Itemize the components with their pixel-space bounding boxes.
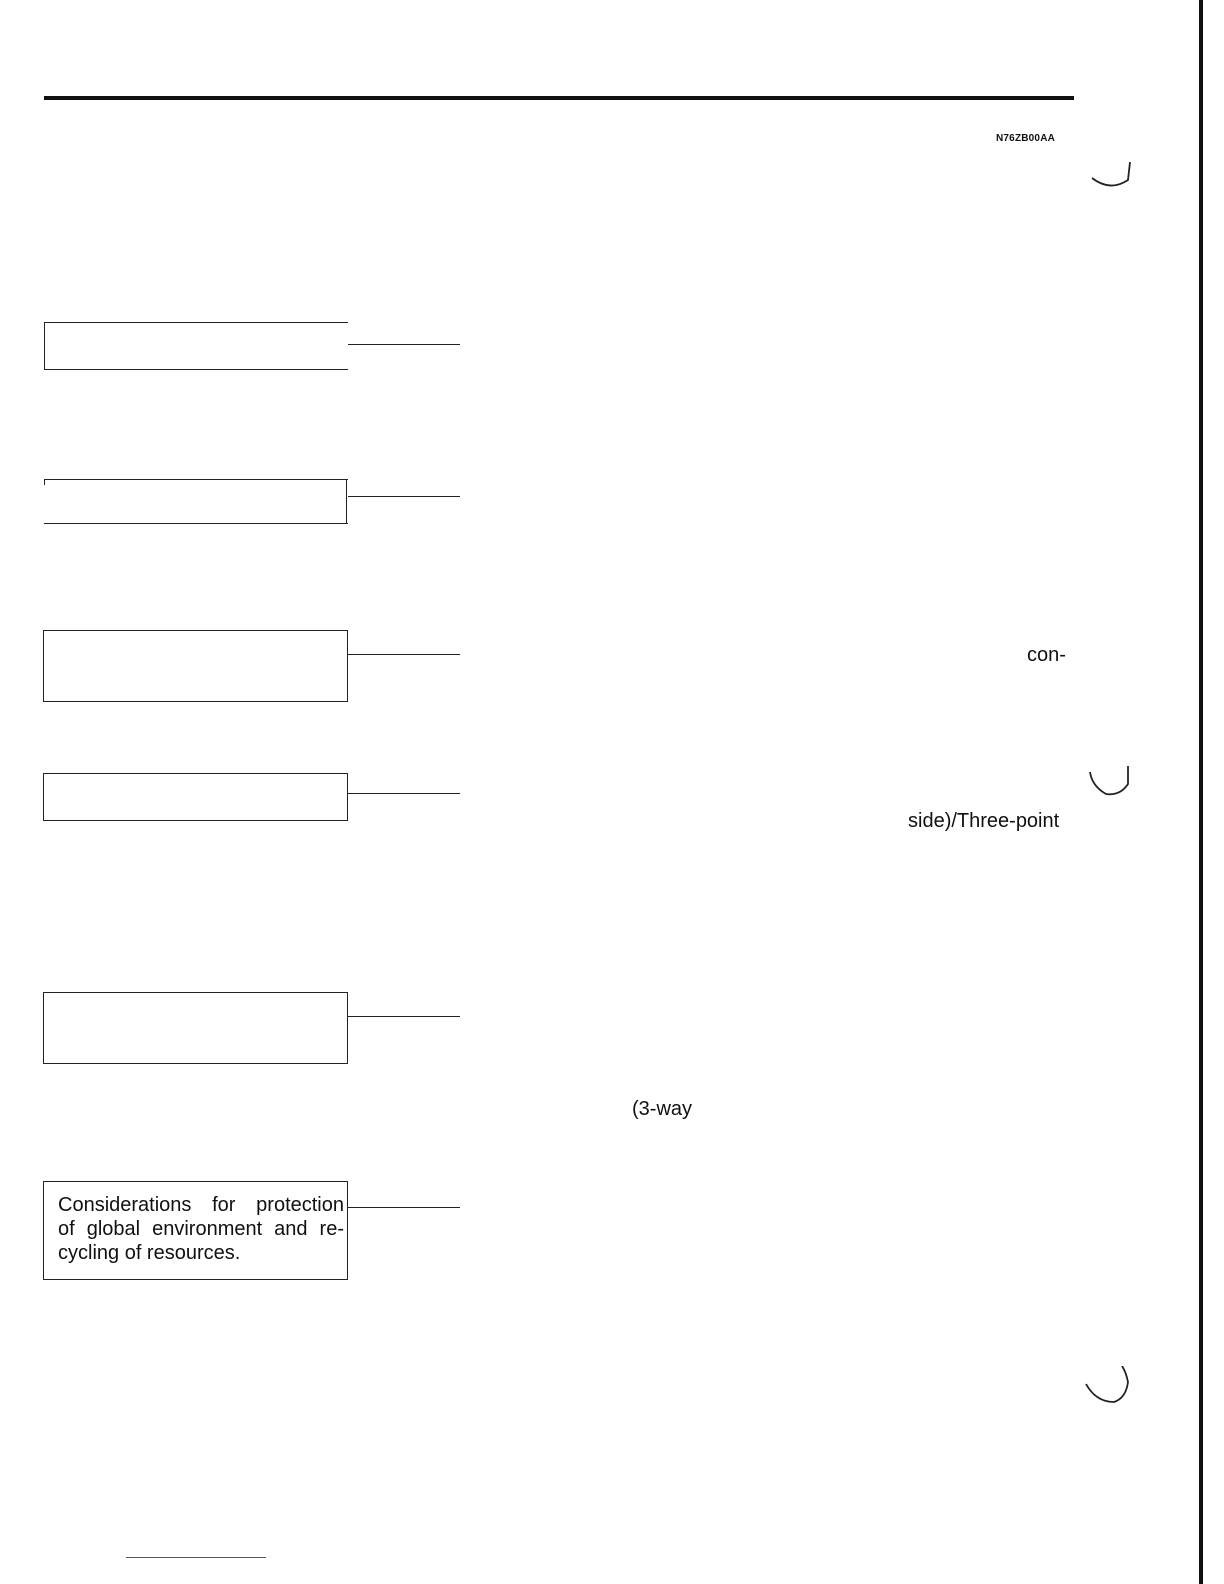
box-2-right-edge	[346, 479, 347, 524]
box-1-connector	[348, 344, 460, 345]
box-3-connector	[348, 654, 460, 655]
box-2-top-edge	[44, 479, 348, 480]
feature-box-text	[58, 1193, 344, 1265]
binder-mark-icon	[1086, 764, 1132, 800]
box-2-connector	[348, 496, 460, 497]
text-fragment-three-point: side)/Three-point	[908, 810, 1060, 832]
text-fragment-three-way: (3-way	[632, 1098, 693, 1120]
feature-box-line-1: Considerations for protection	[58, 1194, 344, 1216]
box-5	[43, 992, 348, 1064]
box-1-left-edge	[44, 322, 45, 370]
feature-box-line-3: cycling of resources.	[58, 1242, 241, 1264]
box-5-connector	[348, 1016, 460, 1017]
binder-mark-icon	[1088, 158, 1134, 192]
box-1-bottom-edge	[44, 369, 348, 370]
text-fragment-con: con-	[1027, 644, 1066, 666]
box-4	[43, 773, 348, 821]
box-2-bottom-edge	[44, 523, 348, 524]
footer-rule	[126, 1557, 266, 1558]
box-4-connector	[348, 793, 460, 794]
page-edge	[1199, 0, 1203, 1584]
box-6-connector	[348, 1207, 460, 1208]
binder-mark-icon	[1082, 1366, 1132, 1408]
box-2-left-tick	[44, 479, 45, 485]
feature-box-line-2: of global environment and re-	[58, 1218, 344, 1240]
header-rule	[44, 96, 1074, 100]
box-3	[43, 630, 348, 702]
document-code: N76ZB00AA	[996, 133, 1056, 144]
box-1-top-edge	[44, 322, 348, 323]
